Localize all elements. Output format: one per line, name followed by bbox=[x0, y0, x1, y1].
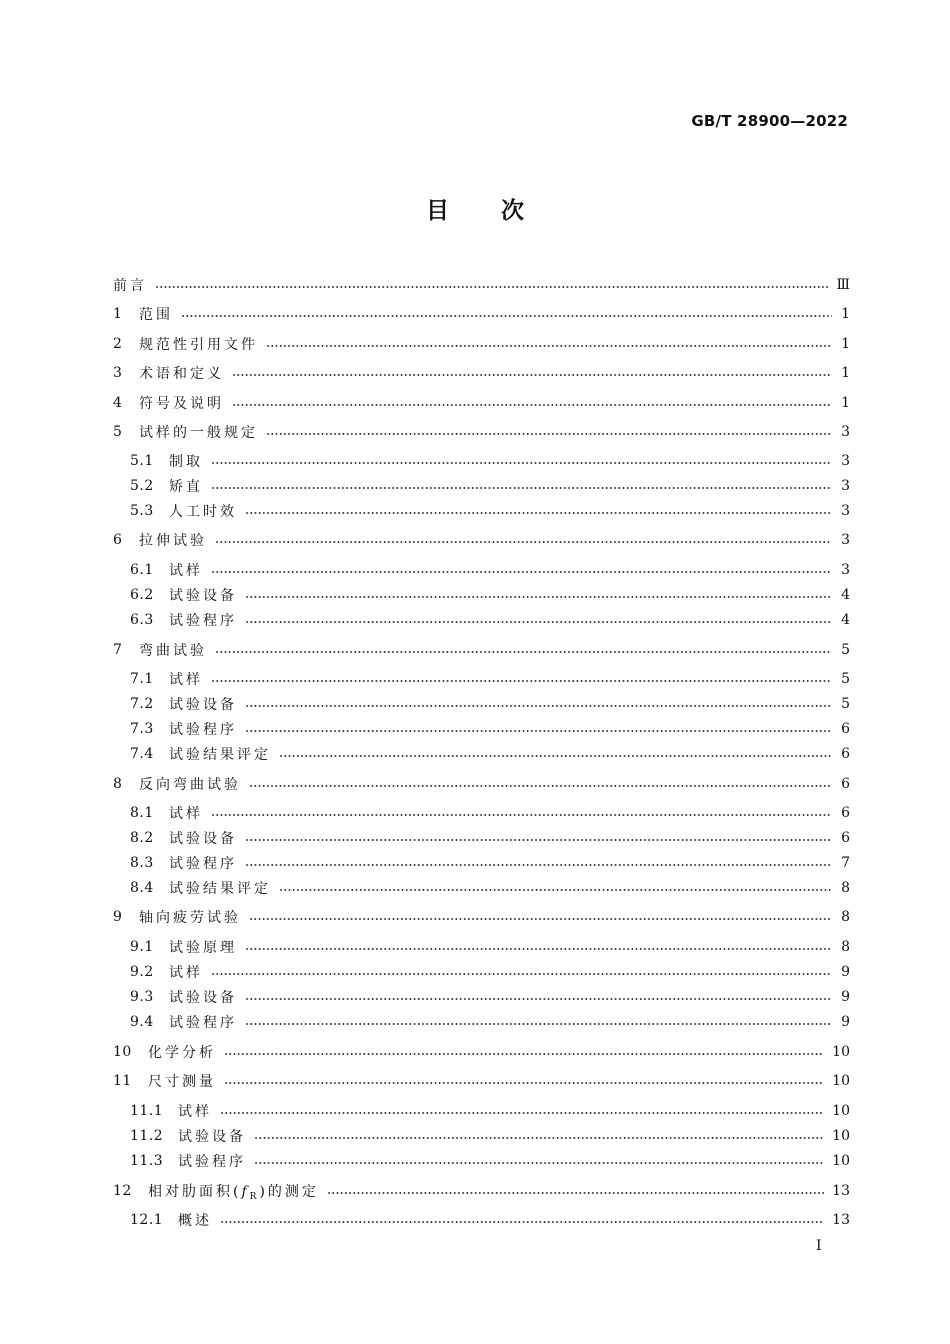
toc-entry-page: 6 bbox=[841, 746, 850, 762]
toc-entry-page: 1 bbox=[841, 306, 850, 322]
toc-entry-number: 7.1 bbox=[130, 671, 154, 687]
toc-entry-page: 6 bbox=[841, 830, 850, 846]
toc-entry-page: 3 bbox=[841, 503, 850, 519]
toc-entry-number: 5.1 bbox=[130, 453, 154, 469]
toc-entry-title-text: 试样的一般规定 bbox=[139, 425, 258, 441]
toc-entry[interactable] bbox=[113, 422, 850, 442]
toc-entry[interactable] bbox=[130, 853, 850, 873]
toc-entry-number: 9.3 bbox=[130, 989, 154, 1005]
toc-entry-page: 10 bbox=[832, 1153, 850, 1169]
toc-entry[interactable] bbox=[113, 1042, 850, 1062]
toc-entry[interactable] bbox=[130, 937, 850, 957]
toc-entry-number: 12 bbox=[113, 1183, 132, 1199]
dot-leader bbox=[211, 680, 832, 682]
toc-entry-number: 8 bbox=[113, 776, 123, 792]
toc-entry-title-text: 试验设备 bbox=[178, 1129, 246, 1145]
toc-entry-number: 6.2 bbox=[130, 587, 154, 603]
dot-leader bbox=[254, 1137, 824, 1139]
toc-entry-title bbox=[139, 774, 241, 794]
dot-leader bbox=[245, 864, 832, 866]
toc-entry-title bbox=[169, 878, 271, 898]
dot-leader bbox=[249, 918, 832, 920]
toc-entry-number: 8.2 bbox=[130, 830, 154, 846]
toc-entry[interactable] bbox=[130, 669, 850, 689]
toc-entry-title bbox=[148, 1181, 319, 1202]
toc-entry-title bbox=[169, 669, 203, 689]
toc-entry-number: 2 bbox=[113, 336, 123, 352]
toc-entry-title bbox=[169, 560, 203, 580]
dot-leader bbox=[245, 839, 832, 841]
toc-entry-number: 12.1 bbox=[130, 1212, 164, 1228]
toc-entry-number: 11 bbox=[113, 1073, 132, 1089]
toc-entry-page: 8 bbox=[841, 880, 850, 896]
toc-entry[interactable] bbox=[113, 393, 850, 413]
toc-entry-title bbox=[139, 640, 207, 660]
dot-leader bbox=[211, 487, 832, 489]
toc-entry-symbol-subscript: R bbox=[249, 1191, 260, 1202]
toc-entry[interactable] bbox=[130, 744, 850, 764]
toc-entry-title-text: 术语和定义 bbox=[139, 366, 224, 382]
toc-entry-title bbox=[169, 719, 237, 739]
toc-entry-title-tail: )的测定 bbox=[259, 1183, 319, 1200]
toc-entry-number: 5.2 bbox=[130, 478, 154, 494]
toc-entry-title bbox=[113, 275, 147, 295]
toc-entry[interactable] bbox=[130, 1012, 850, 1032]
toc-entry-number: 7.2 bbox=[130, 696, 154, 712]
toc-entry[interactable] bbox=[130, 585, 850, 605]
toc-entry-title-text: 概述 bbox=[178, 1213, 212, 1229]
toc-entry-title-text: 试样 bbox=[169, 806, 203, 822]
toc-entry-page: 10 bbox=[832, 1044, 850, 1060]
toc-entry-title bbox=[139, 304, 173, 324]
toc-entry-title-text: 符号及说明 bbox=[139, 396, 224, 412]
dot-leader bbox=[279, 889, 832, 891]
toc-entry-number: 8.3 bbox=[130, 855, 154, 871]
page-title: 目次 bbox=[426, 198, 576, 224]
toc-entry-title-text: 弯曲试验 bbox=[139, 643, 207, 659]
toc-entry-number: 7.3 bbox=[130, 721, 154, 737]
toc-entry-title-text: 试验结果评定 bbox=[169, 747, 271, 763]
toc-entry-page: 1 bbox=[841, 336, 850, 352]
toc-entry-page: 13 bbox=[832, 1183, 850, 1199]
standard-number: GB/T 28900—2022 bbox=[691, 112, 848, 130]
toc-entry-number: 6.1 bbox=[130, 562, 154, 578]
dot-leader bbox=[211, 462, 832, 464]
toc-entry-title-text: 试验原理 bbox=[169, 940, 237, 956]
toc-entry-title-text: 试验设备 bbox=[169, 697, 237, 713]
toc-entry-title bbox=[169, 962, 203, 982]
toc-entry-number: 11.2 bbox=[130, 1128, 164, 1144]
toc-entry[interactable] bbox=[130, 962, 850, 982]
dot-leader bbox=[245, 1023, 832, 1025]
toc-entry-page: 7 bbox=[841, 855, 850, 871]
toc-entry-title-text: 矫直 bbox=[169, 479, 203, 495]
toc-entry-title-text: 试验设备 bbox=[169, 588, 237, 604]
toc-entry-page: 3 bbox=[841, 453, 850, 469]
toc-entry-number: 9.4 bbox=[130, 1014, 154, 1030]
toc-entry-page: 5 bbox=[841, 671, 850, 687]
toc-entry-page: 9 bbox=[841, 964, 850, 980]
toc-entry[interactable] bbox=[130, 1101, 850, 1121]
dot-leader bbox=[327, 1192, 824, 1194]
dot-leader bbox=[215, 651, 832, 653]
dot-leader bbox=[245, 621, 832, 623]
dot-leader bbox=[266, 433, 832, 435]
toc-entry-title-text: 范围 bbox=[139, 307, 173, 323]
toc-entry-page: 13 bbox=[832, 1212, 850, 1228]
toc-entry-title bbox=[169, 610, 237, 630]
toc-entry[interactable] bbox=[113, 275, 850, 295]
toc-entry[interactable] bbox=[130, 803, 850, 823]
dot-leader bbox=[220, 1112, 824, 1114]
dot-leader bbox=[181, 315, 832, 317]
dot-leader bbox=[224, 1053, 824, 1055]
toc-entry-page: 1 bbox=[841, 395, 850, 411]
dot-leader bbox=[245, 512, 832, 514]
toc-entry-number: 6.3 bbox=[130, 612, 154, 628]
toc-entry-title-text: 规范性引用文件 bbox=[139, 337, 258, 353]
toc-entry-title-text: 试样 bbox=[169, 965, 203, 981]
toc-entry-number: 8.4 bbox=[130, 880, 154, 896]
dot-leader bbox=[220, 1221, 824, 1223]
toc-entry-number: 5 bbox=[113, 424, 123, 440]
toc-entry[interactable] bbox=[130, 501, 850, 521]
toc-entry-page: 10 bbox=[832, 1103, 850, 1119]
dot-leader bbox=[249, 785, 832, 787]
toc-entry[interactable] bbox=[130, 560, 850, 580]
toc-entry-title bbox=[148, 1071, 216, 1091]
page-number: Ⅰ bbox=[816, 1238, 822, 1254]
toc-entry[interactable] bbox=[130, 610, 850, 630]
toc-entry-title bbox=[169, 451, 203, 471]
dot-leader bbox=[215, 541, 832, 543]
toc-entry-title-text: 尺寸测量 bbox=[148, 1074, 216, 1090]
toc-entry-title-text: 前言 bbox=[113, 278, 147, 294]
toc-entry-page: 5 bbox=[841, 642, 850, 658]
toc-entry-title bbox=[178, 1210, 212, 1230]
toc-entry[interactable] bbox=[113, 774, 850, 794]
dot-leader bbox=[211, 973, 832, 975]
toc-entry[interactable] bbox=[130, 476, 850, 496]
toc-entry-page: 1 bbox=[841, 365, 850, 381]
toc-entry-number: 1 bbox=[113, 306, 123, 322]
toc-entry-number: 11.1 bbox=[130, 1103, 164, 1119]
toc-entry[interactable] bbox=[113, 530, 850, 550]
toc-entry-title-text: 试验程序 bbox=[169, 722, 237, 738]
toc-entry-title bbox=[169, 476, 203, 496]
toc-entry-title bbox=[169, 585, 237, 605]
toc-entry-title bbox=[169, 853, 237, 873]
toc-entry-number: 7 bbox=[113, 642, 123, 658]
toc-entry-title bbox=[169, 501, 237, 521]
toc-entry-page: Ⅲ bbox=[836, 277, 850, 293]
toc-entry[interactable] bbox=[113, 1071, 850, 1091]
toc-entry[interactable] bbox=[130, 878, 850, 898]
toc-entry-number: 6 bbox=[113, 532, 123, 548]
toc-entry-page: 5 bbox=[841, 696, 850, 712]
toc-entry-title bbox=[178, 1151, 246, 1171]
toc-entry-page: 3 bbox=[841, 562, 850, 578]
toc-entry-title-text: 相对肋面积( bbox=[148, 1183, 242, 1200]
dot-leader bbox=[232, 404, 832, 406]
toc-entry-title-text: 试样 bbox=[169, 563, 203, 579]
toc-entry-page: 6 bbox=[841, 776, 850, 792]
toc-entry-title bbox=[139, 334, 258, 354]
toc-entry-page: 6 bbox=[841, 721, 850, 737]
toc-entry-title bbox=[139, 393, 224, 413]
toc-entry-page: 10 bbox=[832, 1128, 850, 1144]
toc-entry-page: 3 bbox=[841, 478, 850, 494]
toc-entry-page: 3 bbox=[841, 424, 850, 440]
toc-entry[interactable] bbox=[113, 334, 850, 354]
toc-entry-title-text: 轴向疲劳试验 bbox=[139, 910, 241, 926]
toc-entry-title bbox=[169, 694, 237, 714]
toc-entry[interactable] bbox=[130, 987, 850, 1007]
toc-entry-number: 4 bbox=[113, 395, 123, 411]
toc-entry-title bbox=[139, 530, 207, 550]
toc-entry-page: 9 bbox=[841, 1014, 850, 1030]
toc-entry[interactable] bbox=[113, 304, 850, 324]
toc-entry-title bbox=[169, 744, 271, 764]
toc-entry-title-text: 化学分析 bbox=[148, 1045, 216, 1061]
toc-entry-number: 9.2 bbox=[130, 964, 154, 980]
dot-leader bbox=[224, 1082, 824, 1084]
toc-entry-page: 3 bbox=[841, 532, 850, 548]
dot-leader bbox=[155, 286, 828, 288]
toc-entry[interactable] bbox=[130, 1210, 850, 1230]
toc-entry-page: 8 bbox=[841, 909, 850, 925]
toc-entry[interactable] bbox=[130, 1126, 850, 1146]
toc-entry-number: 3 bbox=[113, 365, 123, 381]
dot-leader bbox=[245, 705, 832, 707]
toc-entry-title-text: 试验程序 bbox=[169, 856, 237, 872]
toc-entry-title bbox=[178, 1126, 246, 1146]
toc-entry-title bbox=[178, 1101, 212, 1121]
toc-entry-page: 4 bbox=[841, 612, 850, 628]
toc-entry-page: 8 bbox=[841, 939, 850, 955]
toc-entry[interactable] bbox=[130, 828, 850, 848]
toc-entry-page: 9 bbox=[841, 989, 850, 1005]
toc-entry[interactable] bbox=[130, 451, 850, 471]
toc-entry-number: 11.3 bbox=[130, 1153, 164, 1169]
dot-leader bbox=[245, 948, 832, 950]
dot-leader bbox=[254, 1162, 824, 1164]
toc-entry-title-text: 试验设备 bbox=[169, 990, 237, 1006]
toc-entry[interactable] bbox=[113, 1181, 850, 1201]
toc-entry-number: 9 bbox=[113, 909, 123, 925]
toc-entry-title bbox=[139, 422, 258, 442]
toc-entry-number: 9.1 bbox=[130, 939, 154, 955]
toc-entry[interactable] bbox=[113, 640, 850, 660]
dot-leader bbox=[211, 814, 832, 816]
toc-entry-title-text: 试样 bbox=[178, 1104, 212, 1120]
toc-entry-number: 8.1 bbox=[130, 805, 154, 821]
toc-entry-title-text: 试验结果评定 bbox=[169, 881, 271, 897]
toc-entry-title-text: 人工时效 bbox=[169, 504, 237, 520]
toc-entry-number: 10 bbox=[113, 1044, 132, 1060]
toc-entry-page: 4 bbox=[841, 587, 850, 603]
toc-entry-number: 7.4 bbox=[130, 746, 154, 762]
toc-entry-page: 10 bbox=[832, 1073, 850, 1089]
toc-entry-title-text: 试样 bbox=[169, 672, 203, 688]
toc-entry-number: 5.3 bbox=[130, 503, 154, 519]
toc-entry-title-text: 制取 bbox=[169, 454, 203, 470]
toc-entry-title bbox=[148, 1042, 216, 1062]
toc-entry[interactable] bbox=[130, 694, 850, 714]
toc-entry-title-text: 试验设备 bbox=[169, 831, 237, 847]
toc-entry-title bbox=[169, 1012, 237, 1032]
toc-entry[interactable] bbox=[130, 1151, 850, 1171]
toc-entry-title-text: 试验程序 bbox=[169, 1015, 237, 1031]
dot-leader bbox=[245, 730, 832, 732]
dot-leader bbox=[279, 755, 832, 757]
toc-entry-page: 6 bbox=[841, 805, 850, 821]
dot-leader bbox=[245, 998, 832, 1000]
toc-entry-title bbox=[139, 907, 241, 927]
dot-leader bbox=[211, 571, 832, 573]
toc-entry-symbol: f bbox=[241, 1183, 250, 1200]
toc-entry-title-text: 试验程序 bbox=[169, 613, 237, 629]
toc-entry-title-text: 拉伸试验 bbox=[139, 533, 207, 549]
toc-entry-title-text: 反向弯曲试验 bbox=[139, 777, 241, 793]
toc-entry-title bbox=[169, 803, 203, 823]
toc-entry-title bbox=[169, 937, 237, 957]
toc-entry[interactable] bbox=[113, 363, 850, 383]
toc-entry[interactable] bbox=[130, 719, 850, 739]
toc-entry-title-text: 试验程序 bbox=[178, 1154, 246, 1170]
dot-leader bbox=[232, 374, 832, 376]
toc-entry-title bbox=[139, 363, 224, 383]
dot-leader bbox=[245, 596, 832, 598]
toc-entry[interactable] bbox=[113, 907, 850, 927]
toc-entry-title bbox=[169, 987, 237, 1007]
toc-entry-title bbox=[169, 828, 237, 848]
dot-leader bbox=[266, 345, 832, 347]
